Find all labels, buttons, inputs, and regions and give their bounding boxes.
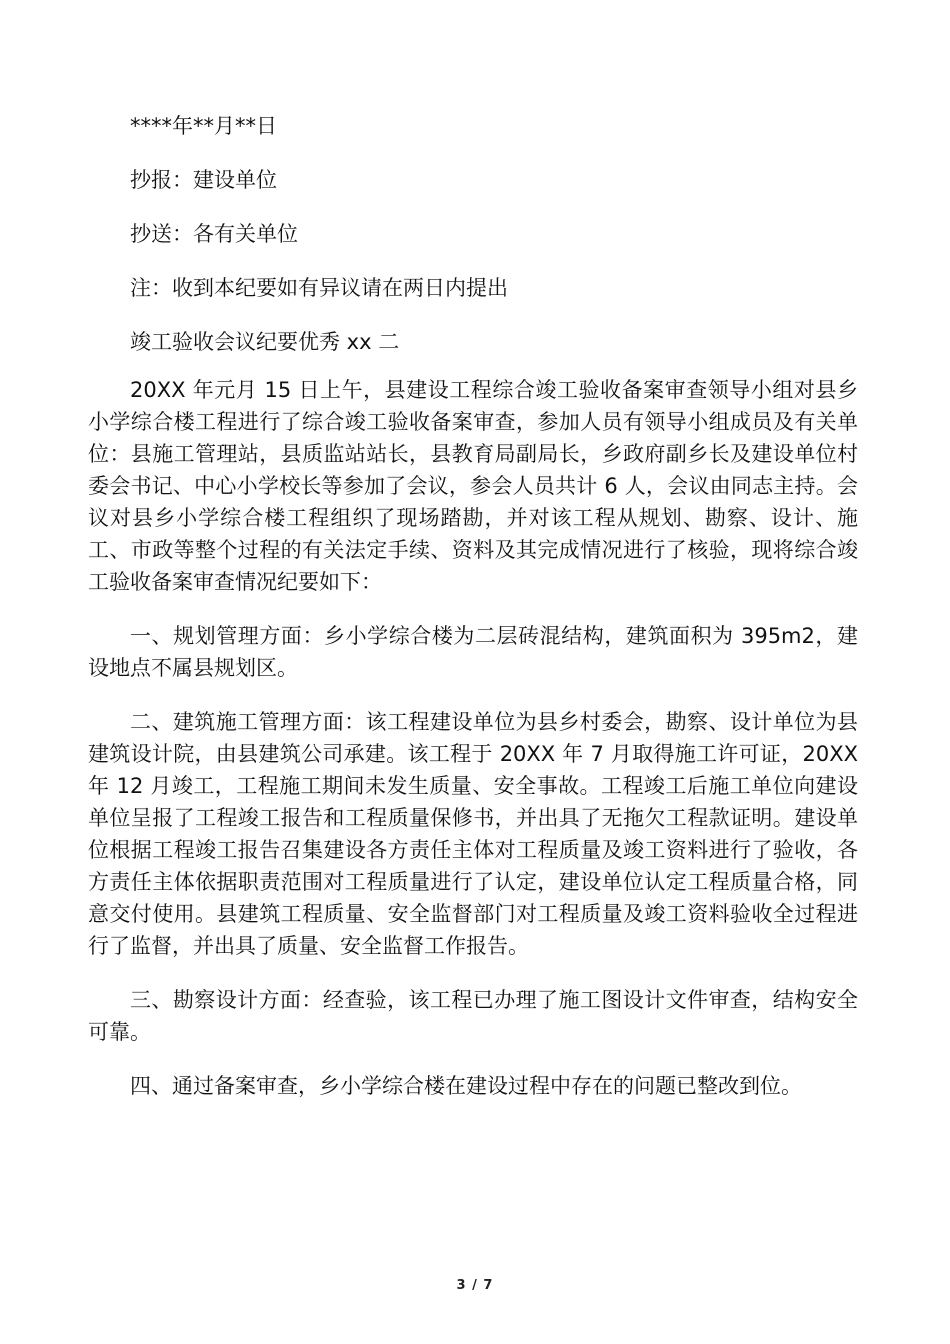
page-number: 3 / 7 [456, 1278, 494, 1293]
paragraph-intro: 20XX 年元月 15 日上午，县建设工程综合竣工验收备案审查领导小组对县乡小学综合楼工程进行了综合竣工验收备案审查，参加人员有领导小组成员及有关单位：县施工管理站，县质监站站长，县教育局副局长，乡政府副乡长及建设单位村委会书记、中心小学校长等参加了会议，参会人员共计 6 人，会议由同志主持。会议对县乡小学综合楼工程组织了现场踏勘，并对该工程从规划、勘察、设计、施工、市政等整个过程的有关法定手续、资料及其完成情况进行了核验，现将综合竣工验收备案审查情况纪要如下： [88, 378, 858, 594]
note-line: 注：收到本纪要如有异议请在两日内提出 [130, 276, 508, 300]
document-body [88, 104, 858, 1124]
section-title: 竣工验收会议纪要优秀 xx 二 [130, 330, 400, 354]
date-line: ****年**月**日 [130, 114, 277, 138]
cc-send-line: 抄送：各有关单位 [130, 222, 298, 246]
paragraph-construction: 二、建筑施工管理方面：该工程建设单位为县乡村委会，勘察、设计单位为县建筑设计院，由县建筑公司承建。该工程于 20XX 年 7 月取得施工许可证，20XX 年 12 月竣工，工程施工期间未发生质量、安全事故。工程竣工后施工单位向建设单位呈报了工程竣工报告和工程质量保修书，并出具了无拖欠工程款证明。建设单位根据工程竣工报告召集建设各方责任主体对工程质量及竣工资料进行了验收，各方责任主体依据职责范围对工程质量进行了认定，建设单位认定工程质量合格，同意交付使用。县建筑工程质量、安全监督部门对工程质量及竣工资料验收全过程进行了监督，并出具了质量、安全监督工作报告。 [88, 710, 858, 958]
paragraph-review: 四、通过备案审查，乡小学综合楼在建设过程中存在的问题已整改到位。 [130, 1074, 802, 1098]
cc-report-line: 抄报：建设单位 [130, 168, 277, 192]
paragraph-survey-design: 三、勘察设计方面：经查验，该工程已办理了施工图设计文件审查，结构安全可靠。 [88, 988, 858, 1044]
paragraph-planning: 一、规划管理方面：乡小学综合楼为二层砖混结构，建筑面积为 395m2，建设地点不属县规划区。 [88, 624, 858, 680]
